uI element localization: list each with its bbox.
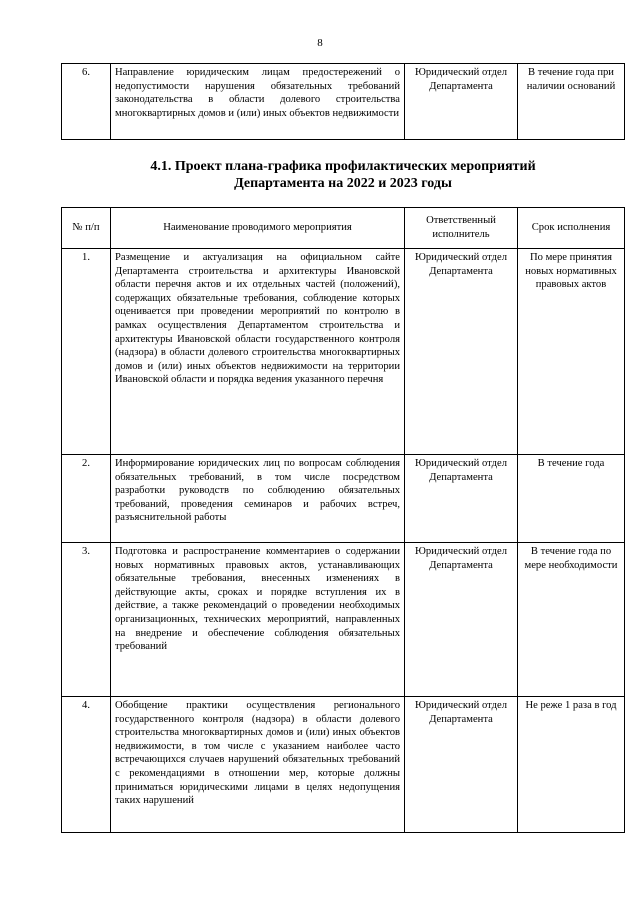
responsible-executor: Юридический отдел Департамента [405, 249, 518, 455]
row-number: 6. [62, 64, 111, 140]
row-number: 3. [62, 543, 111, 697]
activity-name: Размещение и актуализация на официальном сайте Департамента строительства и архитектуры Ивановской области перечня актов и их отдельных частей (положений), содержащих обязательные требования, соблюдение которых оценивается при проведении мероприятий по контролю в рамках осуществления Департаментом строительства и архитектуры Ивановской области государственного контроля (надзора) в области долевого строительства многоквартирных домов и (или) иных объектов недвижимости на территории Ивановской области и порядка ведения указанного перечня [111, 249, 405, 455]
table-header-row [62, 208, 625, 249]
responsible-executor: Юридический отдел Департамента [405, 455, 518, 543]
deadline: В течение года при наличии оснований [518, 64, 625, 140]
header-deadline: Срок исполнения [518, 208, 625, 249]
responsible-executor: Юридический отдел Департамента [405, 543, 518, 697]
deadline: В течение года [518, 455, 625, 543]
activity-name: Направление юридическим лицам предостережений о недопустимости нарушения обязательных требований законодательства в области долевого строительства многоквартирных домов и (или) иных объектов недвижимости [111, 64, 405, 140]
page-number: 8 [317, 37, 323, 49]
deadline: В течение года по мере необходимости [518, 543, 625, 697]
header-number: № п/п [62, 208, 111, 249]
responsible-executor: Юридический отдел Департамента [405, 64, 518, 140]
activity-name: Информирование юридических лиц по вопросам соблюдения обязательных требований, в том числе посредством разработки руководств по соблюдению обязательных требований, проведения семинаров и рабочих встреч, разъяснительной работы [111, 455, 405, 543]
plan-schedule-table [61, 207, 625, 833]
table-row [62, 697, 625, 833]
deadline: По мере принятия новых нормативных правовых актов [518, 249, 625, 455]
heading-line-1: 4.1. Проект плана-графика профилактических мероприятий [150, 159, 536, 174]
header-activity-name: Наименование проводимого мероприятия [111, 208, 405, 249]
section-heading [61, 158, 625, 192]
table-row [62, 455, 625, 543]
table-row [62, 543, 625, 697]
responsible-executor: Юридический отдел Департамента [405, 697, 518, 833]
activity-name: Подготовка и распространение комментариев о содержании новых нормативных правовых актов, устанавливающих обязательные требования, внесенных изменениях в действующие акты, сроках и порядке вступления их в действие, а также рекомендаций о проведении необходимых организационных, технических мероприятий, направленных на внедрение и обеспечение соблюдения обязательных требований [111, 543, 405, 697]
header-responsible: Ответственный исполнитель [405, 208, 518, 249]
row-number: 4. [62, 697, 111, 833]
table-row [62, 249, 625, 455]
heading-line-2: Департамента на 2022 и 2023 годы [234, 176, 452, 191]
row-number: 2. [62, 455, 111, 543]
table-row [62, 64, 625, 140]
deadline: Не реже 1 раза в год [518, 697, 625, 833]
row-number: 1. [62, 249, 111, 455]
activity-name: Обобщение практики осуществления регионального государственного контроля (надзора) в области долевого строительства многоквартирных домов и (или) иных объектов недвижимости, в том числе с указанием наиболее часто встречающихся случаев нарушений обязательных требований с рекомендациями в отношении мер, которые должны приниматься юридическими лицами в целях недопущения таких нарушений [111, 697, 405, 833]
continuation-table [61, 63, 625, 140]
